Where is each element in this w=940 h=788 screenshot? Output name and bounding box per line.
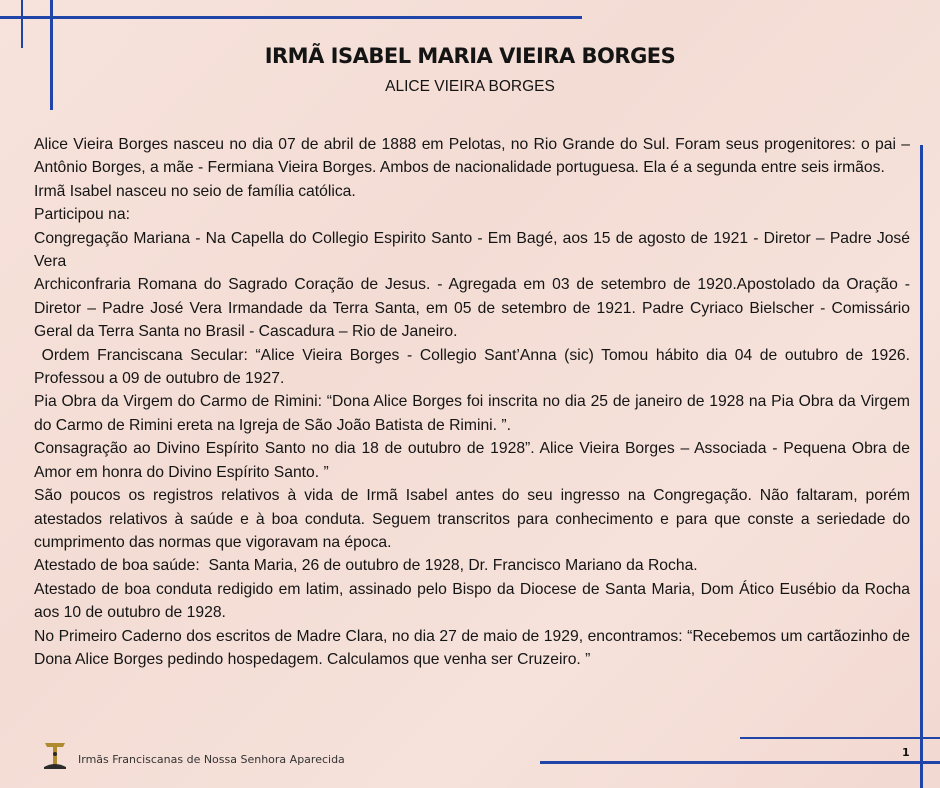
paragraph-ordem-franciscana: Ordem Franciscana Secular: “Alice Vieira Borges - Collegio Sant’Anna (sic) Tomou hábito dia 04 de outubro de 1926. Professou a 09 de outubro de 1927. xyxy=(34,346,919,388)
paragraph-atestado-saude: Atestado de boa saúde: Santa Maria, 26 de outubro de 1928, Dr. Francisco Mariano da Rocha. xyxy=(34,557,698,575)
paragraph-family: Irmã Isabel nasceu no seio de família católica. xyxy=(34,182,356,200)
paragraph-pia-obra: Pia Obra da Virgem do Carmo de Rimini: “Dona Alice Borges foi inscrita no dia 25 de janeiro de 1928 na Pia Obra da Virgem do Carmo de Rimini ereta na Igreja de São João Batista de Rimini. ”. xyxy=(34,393,910,434)
franciscan-tau-logo-icon xyxy=(42,740,68,770)
page-title: IRMÃ ISABEL MARIA VIEIRA BORGES xyxy=(264,44,676,68)
paragraph-participation-intro: Participou na: xyxy=(34,206,130,224)
page-number: 1 xyxy=(902,746,910,759)
paragraph-consagracao: Consagração ao Divino Espírito Santo no dia 18 de outubro de 1928”. Alice Vieira Borges – Associada - Pequena Obra de Amor em honra do Divino Espírito Santo. ” xyxy=(34,440,910,481)
paragraph-archiconfraria: Archiconfraria Romana do Sagrado Coração de Jesus. - Agregada em 03 de setembro de 1920.Apostolado da Oração - Diretor – Padre José Vera Irmandade da Terra Santa, em 05 de setembro de 1921. Padre Cyriaco Bielscher - Comissário Geral da Terra Santa no Brasil - Cascadura – Rio de Janeiro. xyxy=(34,276,910,341)
bottom-horizontal-line-2 xyxy=(540,761,940,764)
page-subtitle: ALICE VIEIRA BORGES xyxy=(385,78,555,95)
footer-organization: Irmãs Franciscanas de Nossa Senhora Aparecida xyxy=(78,753,345,766)
paragraph-birth: Alice Vieira Borges nasceu no dia 07 de abril de 1888 em Pelotas, no Rio Grande do Sul. Foram seus progenitores: o pai – Antônio Borges, a mãe - Fermiana Vieira Borges. Ambos de nacionalidade portuguesa. Ela é a segunda entre seis irmãos. xyxy=(34,136,910,177)
bottom-horizontal-line xyxy=(740,737,940,739)
paragraph-madre-clara: No Primeiro Caderno dos escritos de Madre Clara, no dia 27 de maio de 1929, encontramos: “Recebemos um cartãozinho de Dona Alice Borges pedindo hospedagem. Calculamos que venha ser Cruzeiro. ” xyxy=(34,627,910,668)
paragraph-congregacao-mariana: Congregação Mariana - Na Capella do Collegio Espirito Santo - Em Bagé, aos 15 de agosto de 1921 - Diretor – Padre José Vera xyxy=(34,229,910,271)
right-vertical-line xyxy=(920,145,923,788)
top-horizontal-line xyxy=(0,16,582,19)
top-left-vertical-line-2 xyxy=(21,0,23,48)
document-body xyxy=(34,133,919,671)
paragraph-atestado-conduta: Atestado de boa conduta redigido em latim, assinado pelo Bispo da Diocese de Santa Maria, Dom Ático Eusébio da Rocha aos 10 de outubro de 1928. xyxy=(34,580,910,622)
paragraph-registros: São poucos os registros relativos à vida de Irmã Isabel antes do seu ingresso na Congregação. Não faltaram, porém atestados relativos à saúde e à boa conduta. Seguem transcritos para conhecimento e para que conste a seriedade do cumprimento das normas que vigoravam na época. xyxy=(34,487,910,551)
